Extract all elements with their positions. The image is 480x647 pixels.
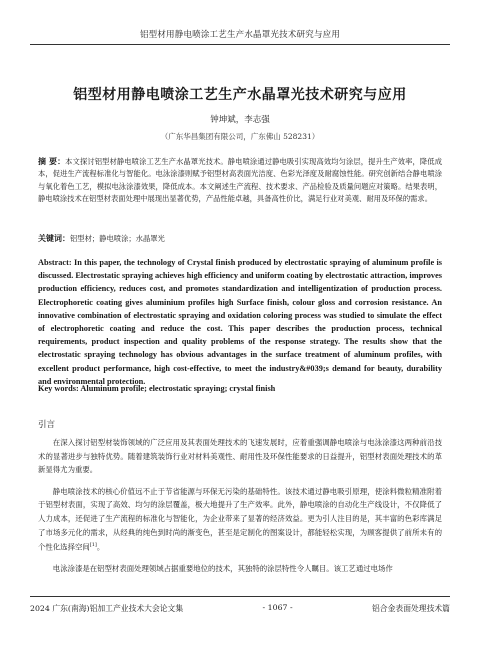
keywords-cn-text: 铝型材；静电喷涂；水晶罩光 bbox=[70, 234, 165, 243]
authors: 钟坤斌，李志强 bbox=[210, 115, 270, 125]
keywords-en-text: Aluminum profile; electrostatic spraying; crystal finish bbox=[78, 384, 276, 393]
running-head: 铝型材用静电喷涂工艺生产水晶罩光技术研究与应用 bbox=[139, 30, 341, 40]
abstract-en-text: In this paper, the technology of Crystal finish produced by electrostatic spraying of aluminum profile is discussed. Electrostatic spraying achieves high efficiency and uniform coating by electrostatic attraction, improves production efficiency, reduces cost, and promotes standardization and intelligentization of production process. Electrophoretic coating gives aluminium profiles high Surface finish, colour gloss and corrosion resistance. An innovative combination of electrostatic spraying and oxidation coloring process was studied to simulate the effect of electrophoretic coating and reduce the cost. This paper describes the production process, technical requirements, product inspection and quality problems of the response strategy. The results show that the electrostatic spraying technology has obvious advantages in the surface treatment of aluminum profiles, with excellent product performance, high cost-effective, to meet the industry&#039;s demand for beauty, durability and environmental protection. bbox=[38, 258, 442, 386]
abstract-cn-label: 摘 要： bbox=[38, 157, 66, 166]
paragraph: 电泳涂漆是在铝型材表面处理领域占据重要地位的技术，其独特的涂层特性令人瞩目。该工艺通过电场作 bbox=[52, 564, 393, 574]
abstract-en bbox=[38, 256, 442, 388]
footer-rule bbox=[30, 596, 450, 597]
footer-proceedings: 2024 广东(南海)铝加工产业技术大会论文集 bbox=[30, 604, 184, 613]
body-text bbox=[38, 436, 442, 584]
affiliation: （广东华昌集团有限公司，广东佛山 528231） bbox=[160, 132, 320, 141]
page-number: - 1067 - bbox=[262, 603, 293, 612]
footer-section: 铝合金表面处理技术篇 bbox=[372, 604, 450, 613]
paragraph-tail: 。 bbox=[96, 542, 105, 552]
paragraph bbox=[38, 485, 442, 554]
footer bbox=[30, 603, 450, 614]
paragraph-text: 静电喷涂技术的核心价值远不止于节省能源与环保无污染的基础特性。该技术通过静电吸引原理，使涂料微粒精准附着于铝型材表面，实现了高效、均匀的涂层覆盖，极大地提升了生产效率。此外，静电喷涂的自动化生产线设计，不仅降低了人力成本，还促进了生产流程的标准化与智能化，为企业带来了显著的经济效益。更为引人注目的是，其丰富的色彩库满足了市场多元化的需求，从经典的纯色到时尚的渐变色，甚至是定制化的图案设计，都能轻松实现，为顾客提供了前所未有的个性化选择空间 bbox=[38, 486, 442, 552]
keywords-en-label: Key words: bbox=[38, 384, 79, 393]
abstract-en-label: Abstract: bbox=[38, 258, 72, 267]
abstract-cn bbox=[38, 156, 442, 206]
keywords-cn bbox=[38, 233, 442, 244]
header-rule bbox=[30, 44, 450, 45]
citation: [1] bbox=[89, 542, 97, 549]
keywords-cn-label: 关键词： bbox=[38, 234, 70, 243]
section-title-intro: 引言 bbox=[38, 420, 56, 430]
paragraph: 在深入探讨铝型材装饰领域的广泛应用及其表面处理技术的飞速发展时，应着重强调静电喷涂与电泳涂漆这两种前沿技术的显著进步与独特优势。随着建筑装饰行业对材料美观性、耐用性及环保性能要求的日益提升，铝型材表面处理技术的革新显得尤为重要。 bbox=[38, 438, 442, 475]
keywords-en bbox=[38, 384, 442, 393]
abstract-cn-text: 本文探讨铝型材静电喷涂工艺生产水晶罩光技术。静电喷涂通过静电吸引实现高效均匀涂层，提升生产效率，降低成本，促进生产流程标准化与智能化。电泳涂漆则赋予铝型材高表面光洁度、色彩光泽度及耐腐蚀性能。研究创新结合静电喷涂与氧化着色工艺，模拟电泳涂漆效果，降低成本。本文阐述生产流程、技术要求、产品检验及质量问题应对策略。结果表明，静电喷涂技术在铝型材表面处理中展现出显著优势，产品性能卓越，具备高性价比，满足行业对美观、耐用及环保的需求。 bbox=[38, 157, 442, 204]
paper-title: 铝型材用静电喷涂工艺生产水晶罩光技术研究与应用 bbox=[73, 87, 407, 103]
